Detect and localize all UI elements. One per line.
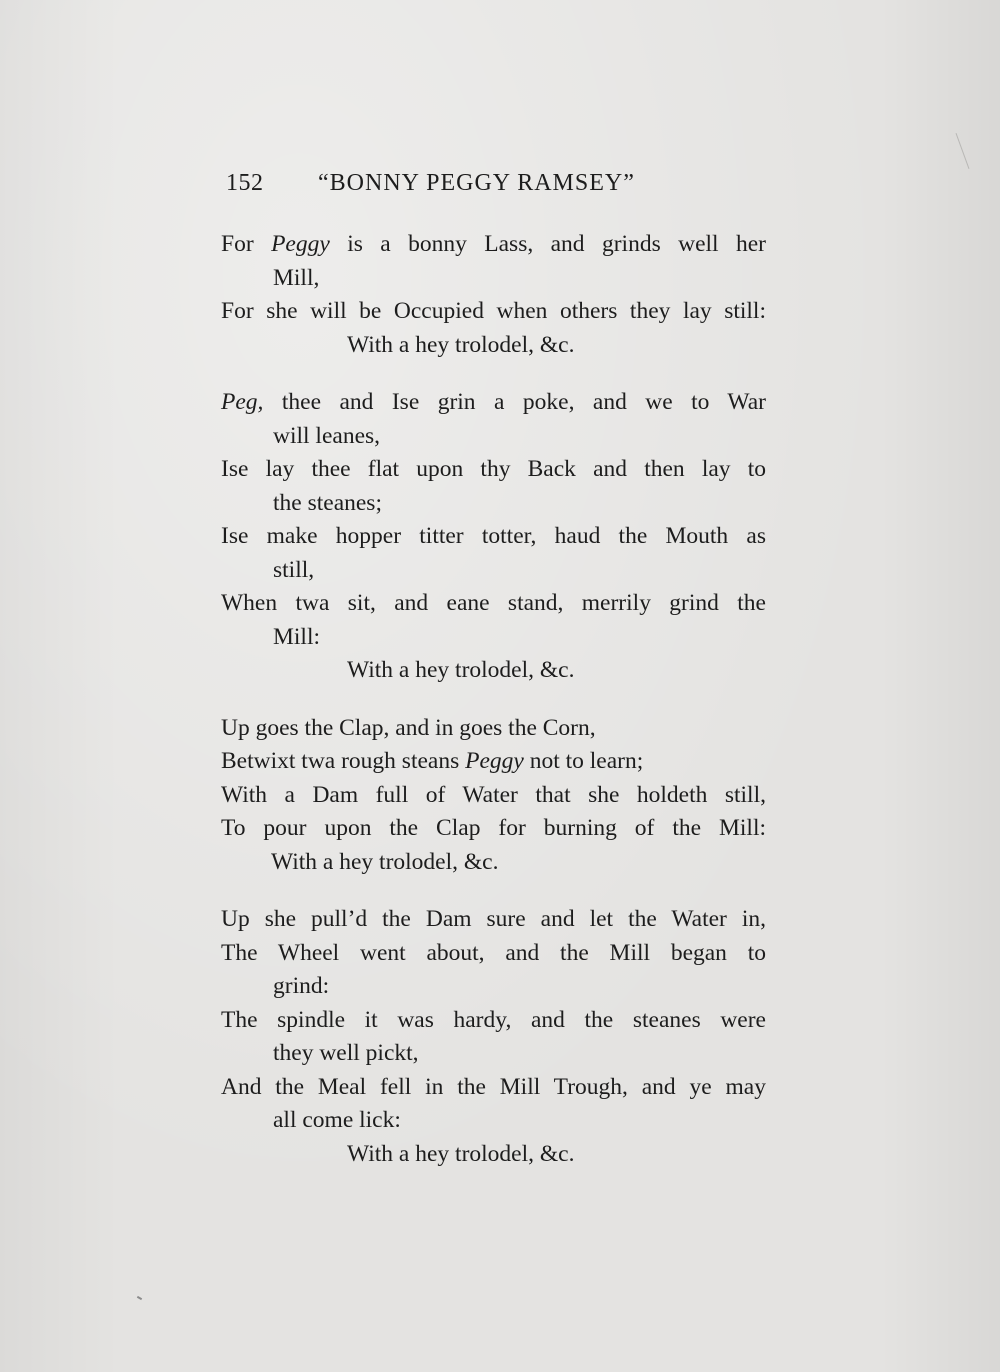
verse-line-continuation: the steanes;: [273, 489, 382, 516]
verse-line: [221, 745, 766, 779]
paper-crease: [956, 133, 970, 169]
verse-line: [221, 386, 766, 420]
verse-line: Ise lay thee flat upon thy Back and then lay to: [221, 456, 766, 482]
refrain-line: With a hey trolodel, &c.: [347, 331, 575, 358]
verse-text: is a bonny Lass, and grinds well her: [329, 231, 766, 257]
refrain-line: With a hey trolodel, &c.: [347, 657, 575, 683]
verse-line: To pour upon the Clap for burning of the Mill:: [221, 815, 766, 841]
stanza-2: [221, 386, 766, 688]
verse-line: With a Dam full of Water that she holdeth still,: [221, 781, 766, 808]
verse-line: For she will be Occupied when others they lay still:: [221, 298, 766, 324]
stanza-3: [221, 712, 766, 880]
italic-name: Peggy: [271, 231, 330, 257]
verse-line-continuation: they well pickt,: [273, 1040, 419, 1066]
verse-text: For: [221, 231, 272, 257]
stanza-1: [221, 228, 766, 362]
verse-line: And the Meal fell in the Mill Trough, and ye may: [221, 1073, 766, 1100]
verse-line: Up goes the Clap, and in goes the Corn,: [221, 714, 596, 741]
verse-line-continuation: Mill,: [273, 264, 320, 291]
refrain-line: With a hey trolodel, &c.: [347, 1140, 575, 1167]
verse-line: The Wheel went about, and the Mill began to: [221, 939, 766, 966]
verse-line: The spindle it was hardy, and the steanes were: [221, 1006, 766, 1033]
verse-text: not to learn;: [523, 748, 644, 774]
verse-text: thee and Ise grin a poke, and we to War: [263, 389, 766, 415]
verse-line: Up she pull’d the Dam sure and let the Water in,: [221, 906, 766, 932]
italic-name: Peg,: [221, 389, 264, 415]
verse-line: Ise make hopper titter totter, haud the Mouth as: [221, 523, 766, 549]
verse-text: Betwixt twa rough steans: [221, 748, 466, 774]
verse-line: [221, 228, 766, 262]
verse-line-continuation: will leanes,: [273, 422, 381, 449]
page-number: 152: [226, 170, 264, 196]
refrain-line: With a hey trolodel, &c.: [271, 848, 499, 875]
verse-line-continuation: all come lick:: [273, 1107, 401, 1133]
running-title: “BONNY PEGGY RAMSEY”: [318, 170, 635, 196]
verse-line-continuation: Mill:: [273, 623, 321, 650]
verse-line-continuation: still,: [273, 556, 315, 583]
running-header: [226, 170, 635, 197]
poem-text: [221, 228, 766, 1195]
paper-speck: [137, 1296, 142, 1300]
verse-line-continuation: grind:: [273, 973, 330, 999]
verse-line: When twa sit, and eane stand, merrily grind the: [221, 590, 766, 616]
stanza-4: [221, 903, 766, 1171]
italic-name: Peggy: [465, 748, 524, 774]
